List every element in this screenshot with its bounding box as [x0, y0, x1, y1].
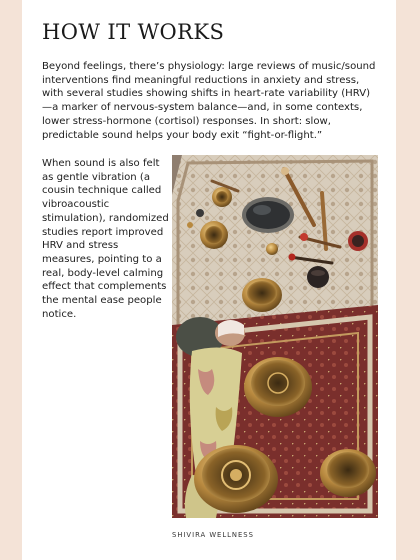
frame-drum: [242, 197, 294, 233]
sound-bath-photo: [172, 155, 378, 518]
sound-bath-illustration: [172, 155, 378, 518]
small-bowl: [266, 243, 278, 255]
photo-credit: SHIVIRA WELLNESS: [172, 531, 254, 539]
singing-bowl: [242, 278, 282, 312]
dark-bowl: [307, 266, 329, 288]
large-bowl: [244, 357, 312, 417]
vibration-paragraph: When sound is also felt as gentle vibration (a cousin technique called vibroacoustic stimulation), randomized studies report improved HRV and stress measures, pointing to a real, body-level calming effect that complements the mental ease people notice.: [42, 158, 169, 320]
intro-paragraph: Beyond feelings, there’s physiology: large reviews of music/sound interventions find meaningful reductions in anxiety and stress, with several studies showing shifts in heart-rate variability (HRV)—a marker of nervous-system balance—and, in some contexts, lower stress-hormone (cortisol) responses. In short: slow, predictable sound helps your body exit “fight-or-flight.”: [42, 61, 376, 141]
large-bowl: [194, 445, 278, 513]
large-bowl: [320, 449, 376, 497]
page-title: HOW IT WORKS: [42, 20, 225, 44]
page-card: [22, 0, 396, 560]
